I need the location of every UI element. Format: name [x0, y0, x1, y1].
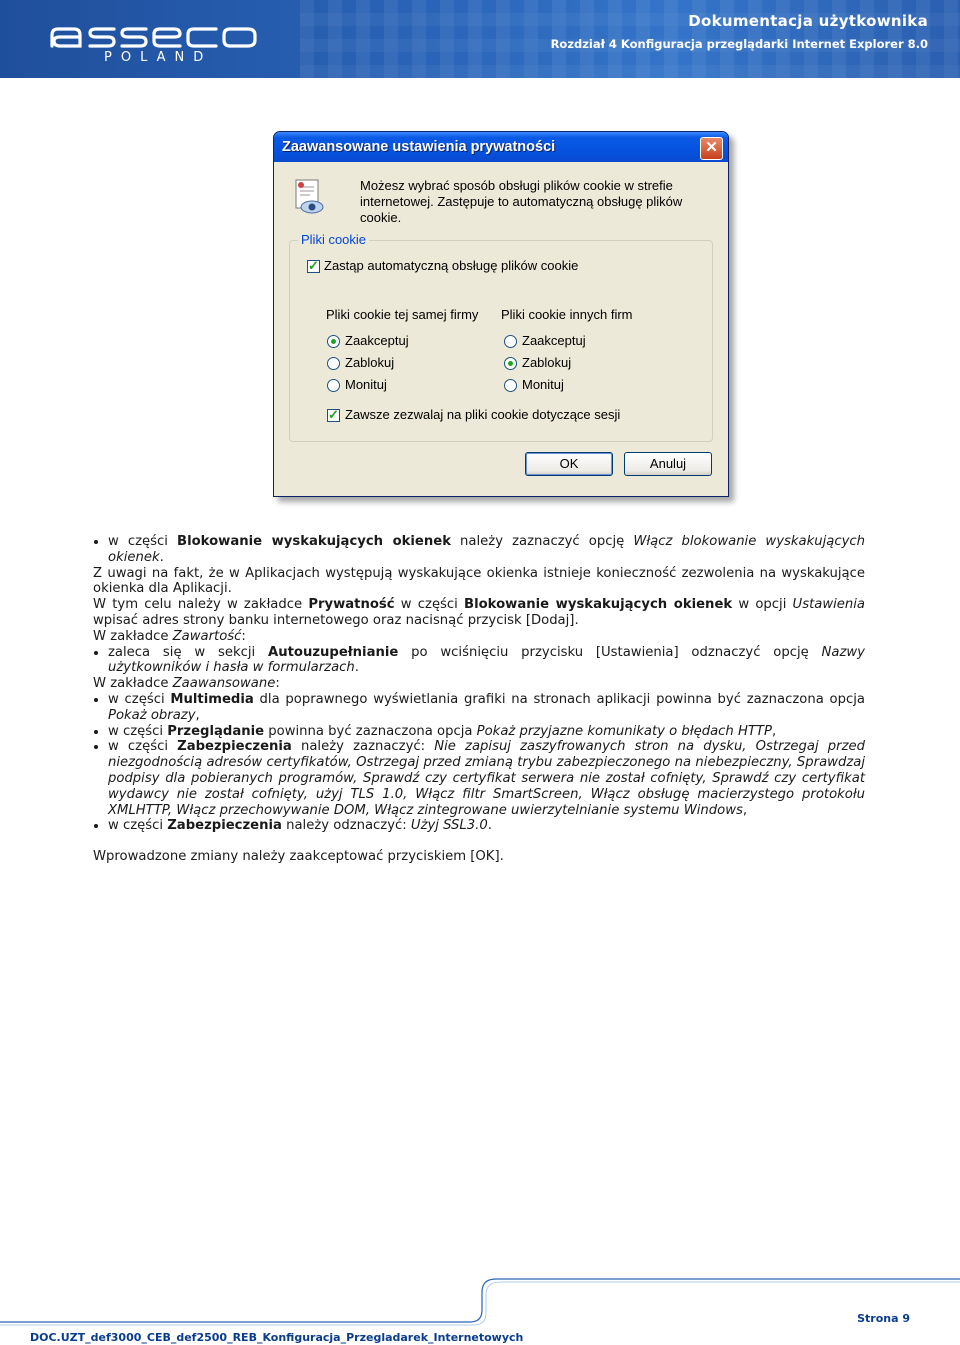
page-number: Strona 9	[857, 1312, 910, 1325]
footer-swoosh	[0, 1270, 960, 1330]
text-bold: Autouzupełnianie	[267, 644, 399, 660]
first-party-accept-label: Zaakceptuj	[345, 333, 409, 348]
bullet-multimedia	[108, 692, 865, 724]
text: wpisać adres strony banku internetowego oraz nacisnąć przycisk [Dodaj].	[93, 612, 579, 628]
paragraph-advanced-tab	[93, 676, 865, 692]
text-bold: Zabezpieczenia	[167, 818, 282, 834]
bullet-security-check	[108, 739, 865, 818]
first-party-block-label: Zablokuj	[345, 355, 395, 370]
third-party-block-radio[interactable]	[504, 357, 517, 370]
ok-button[interactable]: OK	[525, 452, 613, 476]
text: w części	[108, 818, 168, 834]
document-body	[93, 534, 865, 865]
bullet-list	[93, 692, 865, 834]
text: .	[159, 549, 164, 565]
text: należy zaznaczyć opcję	[450, 534, 634, 549]
text: ,	[771, 723, 777, 739]
text-bold: Zabezpieczenia	[177, 739, 292, 755]
first-party-prompt-label: Monituj	[345, 377, 387, 392]
text-bold: Prywatność	[308, 597, 395, 613]
bullet-popup-blocking	[108, 534, 865, 566]
text: w części	[394, 597, 465, 613]
page-header	[0, 0, 960, 78]
text-italic: Nie zapisuj zaszyfrowanych stron na dysku, Ostrzegaj przed niezgodnością adresów certyfikatów, Ostrzegaj przed zmianą trybu zabezpieczonego na niebezpieczny, Sprawdzaj podpisy dla pobieranych programów, Sprawdź czy certyfikat serwera nie został cofnięty, Sprawdź czy certyfikat wydawcy nie został cofnięty, użyj TLS 1.0, Włącz filtr SmartScreen, Włącz obsługę macierzystego protokołu XMLHTTP, Włącz przechowywanie DOM, Włącz zintegrowane uwierzytelnianie systemu Windows	[108, 739, 865, 818]
close-icon[interactable]: ✕	[700, 137, 723, 160]
dialog-intro-text: Możesz wybrać sposób obsługi plików cookie w strefie internetowej. Zastępuje to automatyczną obsługę plików cookie.	[360, 178, 683, 225]
text-bold: Przeglądanie	[167, 723, 265, 739]
paragraph-content-tab	[93, 629, 865, 645]
first-party-block-radio[interactable]	[327, 357, 340, 370]
text: ,	[742, 802, 748, 818]
session-cookie-label: Zawsze zezwalaj na pliki cookie dotyczące sesji	[345, 407, 621, 422]
bullet-browsing	[108, 724, 865, 740]
bullet-security-uncheck	[108, 818, 865, 834]
third-party-prompt-radio[interactable]	[504, 379, 517, 392]
cookies-group-label: Pliki cookie	[298, 232, 369, 247]
text: W zakładce	[93, 628, 173, 644]
text: powinna być zaznaczona opcja	[264, 723, 477, 739]
privacy-document-icon	[292, 178, 326, 218]
text: dla poprawnego wyświetlania grafiki na stronach aplikacji powinna być zaznaczona opcja	[253, 691, 865, 707]
chapter-title: Rozdział 4 Konfiguracja przeglądarki Internet Explorer 8.0	[550, 37, 928, 51]
first-party-accept-radio[interactable]	[327, 335, 340, 348]
first-party-prompt-radio[interactable]	[327, 379, 340, 392]
text-bold: Blokowanie wyskakujących okienek	[177, 534, 451, 549]
third-party-heading: Pliki cookie innych firm	[501, 307, 633, 322]
text-italic: Włącz blokowanie wyskakujących okienek	[108, 534, 865, 565]
text: w części	[108, 691, 171, 707]
document-code: DOC.UZT_def3000_CEB_def2500_REB_Konfiguracja_Przegladarek_Internetowych	[30, 1331, 524, 1344]
document-title: Dokumentacja użytkownika	[688, 12, 928, 30]
text-italic: Pokaż przyjazne komunikaty o błędach HTTP	[476, 723, 772, 739]
bullet-list	[93, 645, 865, 677]
text: zaleca się w sekcji	[108, 644, 268, 660]
text: .	[487, 818, 492, 834]
text-italic: Użyj SSL3.0	[410, 818, 488, 834]
text-italic: Nazwy użytkowników i hasła w formularzach	[108, 644, 865, 676]
override-cookie-checkbox[interactable]	[307, 260, 320, 273]
text: po wciśnięciu przycisku [Ustawienia] odznaczyć opcję	[398, 644, 822, 660]
dialog-title: Zaawansowane ustawienia prywatności	[282, 139, 556, 155]
text-italic: Ustawienia	[792, 597, 865, 613]
override-cookie-label: Zastąp automatyczną obsługę plików cookie	[324, 258, 579, 273]
third-party-prompt-label: Monituj	[522, 377, 564, 392]
text: w części	[108, 739, 178, 755]
cancel-button[interactable]: Anuluj	[624, 452, 712, 476]
text: :	[275, 676, 280, 692]
text-bold: Blokowanie wyskakujących okienek	[464, 597, 733, 613]
text: w części	[108, 723, 168, 739]
text: w części	[108, 534, 178, 549]
dialog-titlebar[interactable]	[274, 132, 728, 162]
paragraph-privacy-tab	[93, 597, 865, 629]
privacy-settings-dialog	[273, 131, 729, 497]
third-party-accept-radio[interactable]	[504, 335, 517, 348]
bullet-autocomplete	[108, 645, 865, 677]
text-italic: Zaawansowane	[172, 676, 276, 692]
text: .	[354, 660, 359, 676]
third-party-block-label: Zablokuj	[522, 355, 572, 370]
first-party-heading: Pliki cookie tej samej firmy	[326, 307, 479, 322]
text: :	[241, 628, 246, 644]
text: W tym celu należy w zakładce	[93, 597, 309, 613]
text-bold: Multimedia	[170, 691, 254, 707]
bullet-list	[93, 534, 865, 566]
text: ,	[195, 707, 200, 723]
asseco-logo	[50, 26, 258, 48]
text: W zakładce	[93, 676, 173, 692]
paragraph-popup-note: Z uwagi na fakt, że w Aplikacjach występują wyskakujące okienka istnieje konieczność zezwolenia na wyskakujące okienka dla Aplikacji.	[93, 565, 865, 597]
text: należy odznaczyć:	[281, 818, 411, 834]
third-party-accept-label: Zaakceptuj	[522, 333, 586, 348]
text-italic: Pokaż obrazy	[108, 707, 196, 723]
paragraph-final: Wprowadzone zmiany należy zaakceptować przyciskiem [OK].	[93, 849, 504, 865]
text-italic: Zawartość	[172, 628, 242, 644]
session-cookie-checkbox[interactable]	[327, 409, 340, 422]
text: w opcji	[732, 597, 793, 613]
text: należy zaznaczyć:	[291, 739, 435, 755]
logo-poland-text: POLAND	[104, 50, 213, 65]
